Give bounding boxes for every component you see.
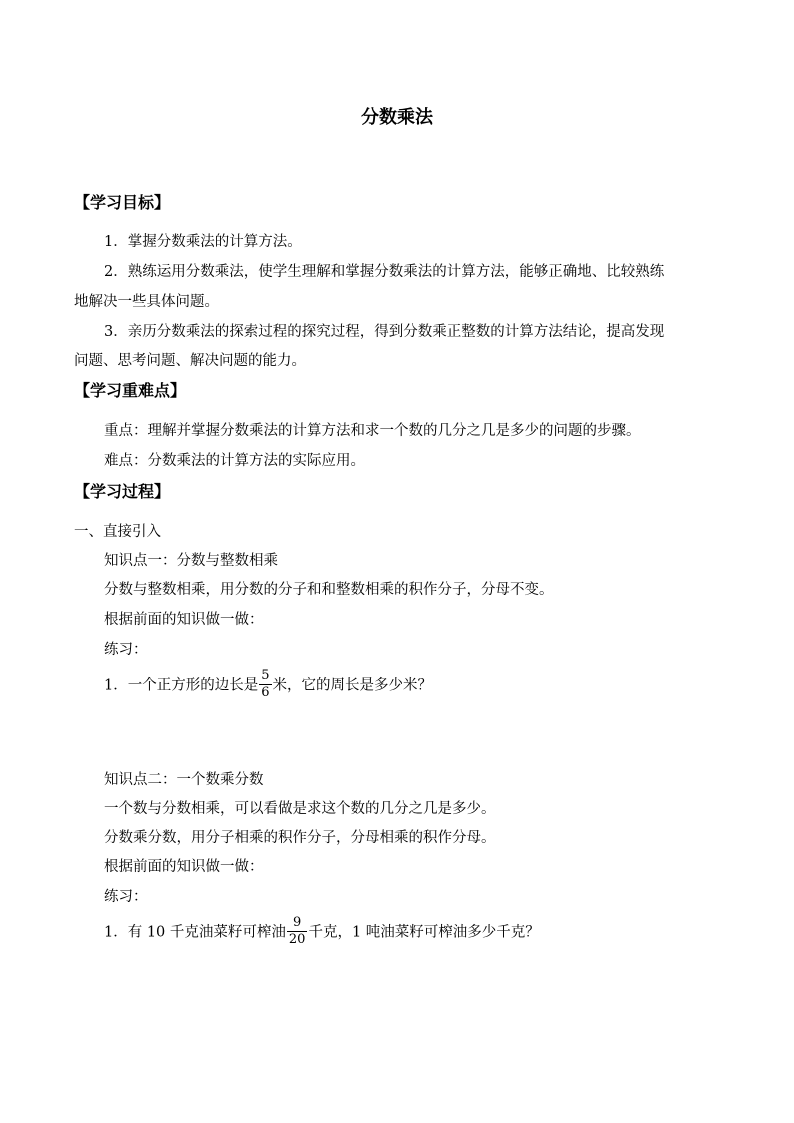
knowledge-point-1-practice-label: 练习： — [104, 642, 148, 658]
fraction-denominator: 6 — [261, 685, 270, 700]
fraction-numerator: 9 — [287, 916, 308, 932]
practice-question-1 — [104, 670, 432, 701]
fraction-nine-twentieths — [287, 916, 308, 947]
knowledge-point-1-rule: 分数与整数相乘，用分数的分子和和整数相乘的积作分子，分母不变。 — [104, 582, 554, 598]
goal-item-2-cont: 地解决一些具体问题。 — [74, 294, 219, 310]
goal-item-3: 3．亲历分数乘法的探索过程的探究过程，得到分数乘正整数的计算方法结论，提高发现 — [104, 324, 665, 340]
fraction-numerator: 5 — [261, 668, 270, 683]
practice-question-2 — [104, 917, 540, 948]
knowledge-point-2-prompt: 根据前面的知识做一做： — [104, 859, 264, 875]
question-text-before: 1．一个正方形的边长是 — [104, 677, 259, 694]
question-text-after: 米，它的周长是多少米？ — [272, 677, 433, 694]
question-text-after: 千克，1 吨油菜籽可榨油多少千克？ — [308, 924, 540, 941]
key-point-focus: 重点：理解并掌握分数乘法的计算方法和求一个数的几分之几是多少的问题的步骤。 — [104, 423, 641, 439]
goal-item-3-cont: 问题、思考问题、解决问题的能力。 — [74, 353, 306, 369]
section-heading-process: 【学习过程】 — [74, 482, 171, 501]
fraction-denominator: 20 — [288, 932, 306, 947]
fraction-five-sixths — [259, 669, 271, 700]
knowledge-point-1-prompt: 根据前面的知识做一做： — [104, 612, 264, 628]
goal-item-2: 2．熟练运用分数乘法，使学生理解和掌握分数乘法的计算方法，能够正确地、比较熟练 — [104, 264, 665, 280]
part-one-heading: 一、直接引入 — [74, 524, 161, 540]
knowledge-point-2-title: 知识点二：一个数乘分数 — [104, 772, 264, 788]
knowledge-point-2-rule-2: 分数乘分数，用分子相乘的积作分子，分母相乘的积作分母。 — [104, 830, 496, 846]
goal-item-1: 1．掌握分数乘法的计算方法。 — [104, 234, 302, 250]
section-heading-goals: 【学习目标】 — [74, 193, 171, 212]
knowledge-point-2-rule-1: 一个数与分数相乘，可以看做是求这个数的几分之几是多少。 — [104, 801, 496, 817]
section-heading-key-points: 【学习重难点】 — [74, 381, 187, 400]
knowledge-point-2-practice-label: 练习： — [104, 889, 148, 905]
page-title: 分数乘法 — [361, 107, 433, 128]
knowledge-point-1-title: 知识点一：分数与整数相乘 — [104, 553, 278, 569]
question-text-before: 1．有 10 千克油菜籽可榨油 — [104, 924, 286, 941]
key-point-difficulty: 难点：分数乘法的计算方法的实际应用。 — [104, 453, 365, 469]
